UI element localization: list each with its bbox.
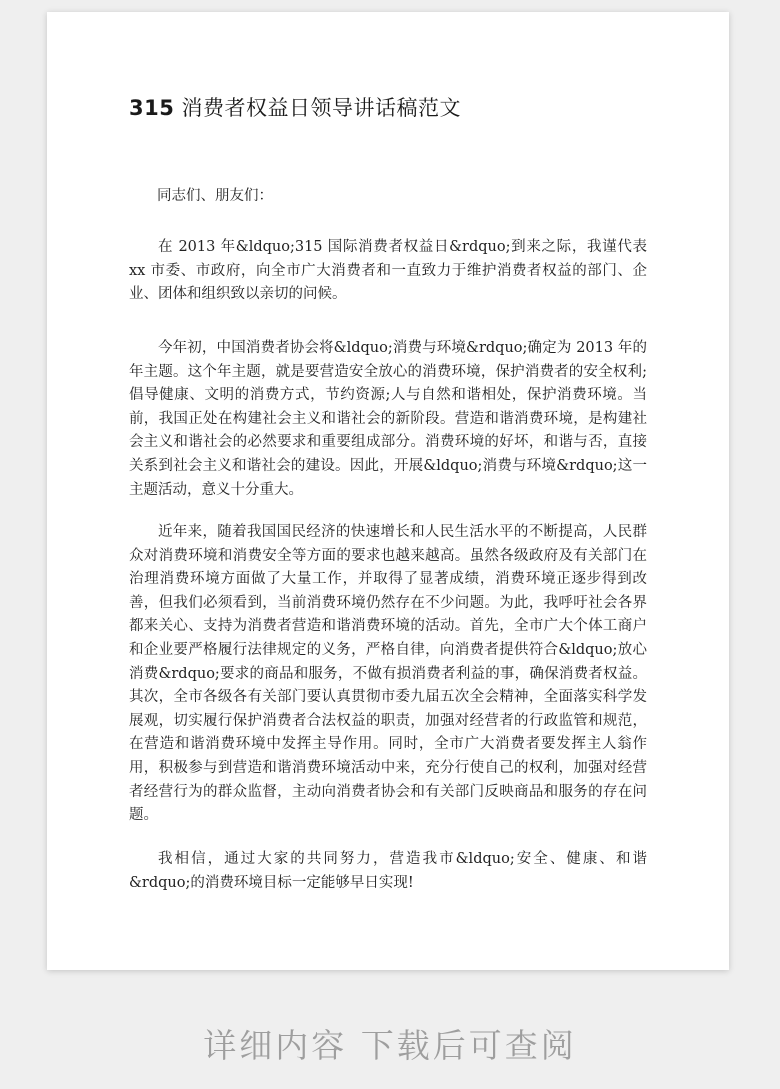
page-title (129, 92, 461, 122)
paragraph-3: 近年来，随着我国国民经济的快速增长和人民生活水平的不断提高，人民群众对消费环境和消费安全等方面的要求也越来越高。虽然各级政府及有关部门在治理消费环境方面做了大量工作，并取得了显著成绩，消费环境正逐步得到改善，但我们必须看到，当前消费环境仍然存在不少问题。为此，我呼吁社会各界都来关心、支持为消费者营造和谐消费环境的活动。首先，全市广大个体工商户和企业要严格履行法律规定的义务，严格自律，向消费者提供符合&ldquo;放心消费&rdquo;要求的商品和服务，不做有损消费者利益的事，确保消费者权益。其次，全市各级各有关部门要认真贯彻市委九届五次全会精神，全面落实科学发展观，切实履行保护消费者合法权益的职责，加强对经营者的行政监管和规范，在营造和谐消费环境中发挥主导作用。同时，全市广大消费者要发挥主人翁作用，积极参与到营造和谐消费环境活动中来，充分行使自己的权利，加强对经营者经营行为的群众监督，主动向消费者协会和有关部门反映商品和服务的存在问题。 (129, 524, 647, 824)
paragraph-1: 在 2013 年&ldquo;315 国际消费者权益日&rdquo;到来之际，我谨代表 xx 市委、市政府，向全市广大消费者和一直致力于维护消费者权益的部门、企业、团体和组织致以亲切的问候。 (129, 239, 647, 303)
paragraph-4: 我相信，通过大家的共同努力，营造我市&ldquo;安全、健康、和谐&rdquo;的消费环境目标一定能够早日实现! (129, 851, 647, 891)
download-hint[interactable]: 详细内容 下载后可查阅 (203, 1026, 577, 1065)
title-text: 消费者权益日领导讲话稿范文 (181, 96, 462, 120)
paragraph-2: 今年初，中国消费者协会将&ldquo;消费与环境&rdquo;确定为 2013 年的年主题。这个年主题，就是要营造安全放心的消费环境，保护消费者的安全权利;倡导健康、文明的消费方式，节约资源;人与自然和谐相处，保护消费环境。当前，我国正处在构建社会主义和谐社会的新阶段。营造和谐消费环境，是构建社会主义和谐社会的必然要求和重要组成部分。消费环境的好坏，和谐与否，直接关系到社会主义和谐社会的建设。因此，开展&ldquo;消费与环境&rdquo;这一主题活动，意义十分重大。 (129, 340, 647, 498)
greeting: 同志们、朋友们： (157, 188, 273, 204)
document-page (47, 12, 729, 970)
title-number: 315 (129, 96, 175, 120)
